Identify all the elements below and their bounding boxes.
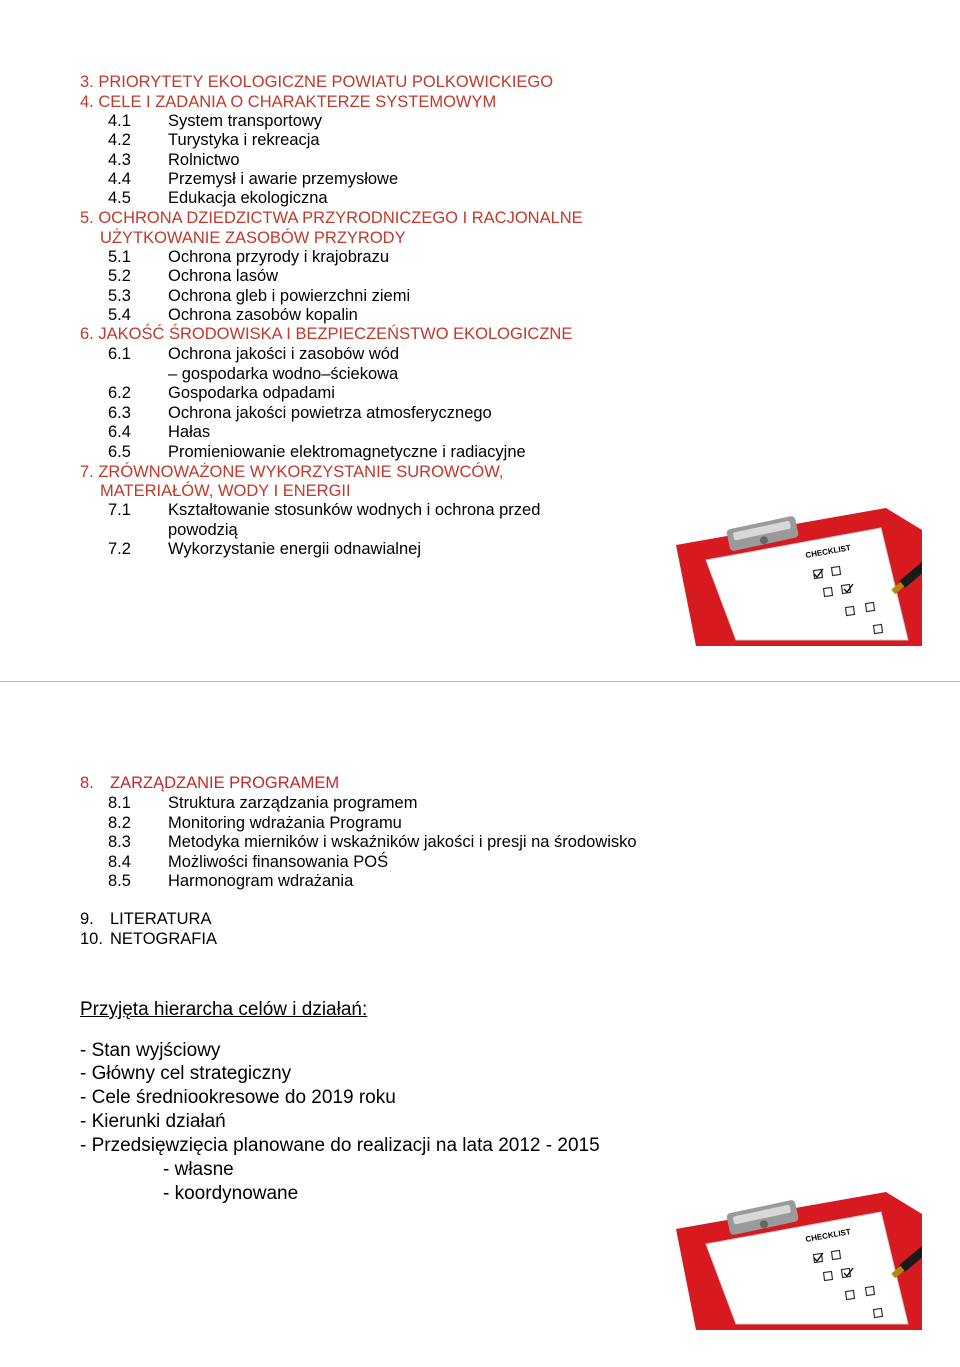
toc-item-3: 3. PRIORYTETY EKOLOGICZNE POWIATU POLKOWICKIEGO — [80, 73, 554, 91]
clipboard-checklist-image — [636, 1174, 922, 1330]
toc-item-6-5: 6.5 Promieniowanie elektromagnetyczne i radiacyjne — [108, 443, 526, 461]
clipboard-icon — [636, 1174, 922, 1330]
toc-item-6-1-cont: – gospodarka wodno–ściekowa — [168, 365, 399, 383]
toc-item-7-cont: MATERIAŁÓW, WODY I ENERGII — [100, 482, 351, 500]
toc-item-6: 6. JAKOŚĆ ŚRODOWISKA I BEZPIECZEŃSTWO EKOLOGICZNE — [80, 325, 573, 343]
toc-item-4-5: 4.5 Edukacja ekologiczna — [108, 189, 328, 207]
toc-item-5-4: 5.4 Ochrona zasobów kopalin — [108, 306, 358, 324]
clipboard-icon — [636, 490, 922, 646]
hierarchy-item: - Kierunki działań — [80, 1111, 226, 1132]
toc-item-8-4: 8.4 Możliwości finansowania POŚ — [108, 853, 389, 871]
toc-item-7: 7. ZRÓWNOWAŻONE WYKORZYSTANIE SUROWCÓW, — [80, 463, 504, 481]
toc-item-5-1: 5.1 Ochrona przyrody i krajobrazu — [108, 248, 390, 266]
svg-text:CHECKLIST: CHECKLIST — [804, 543, 852, 560]
hierarchy-heading: Przyjęta hierarcha celów i działań: — [80, 999, 368, 1020]
toc-item-5-2: 5.2 Ochrona lasów — [108, 267, 279, 285]
clipboard-checklist-image — [636, 490, 922, 646]
toc-item-9: 9. LITERATURA — [80, 910, 212, 928]
toc-item-4: 4. CELE I ZADANIA O CHARAKTERZE SYSTEMOWYM — [80, 93, 497, 111]
hierarchy-subitem: - koordynowane — [163, 1183, 299, 1204]
slide-2 — [0, 684, 960, 1367]
toc-item-4-2: 4.2 Turystyka i rekreacja — [108, 131, 320, 149]
toc-item-7-1: 7.1 Kształtowanie stosunków wodnych i ochrona przed — [108, 501, 541, 519]
hierarchy-item: - Przedsięwzięcia planowane do realizacji na lata 2012 - 2015 — [80, 1135, 600, 1156]
hierarchy-subitem: - własne — [163, 1159, 234, 1180]
toc-item-4-4: 4.4 Przemysł i awarie przemysłowe — [108, 170, 399, 188]
toc-item-8-5: 8.5 Harmonogram wdrażania — [108, 872, 354, 890]
toc-item-5-3: 5.3 Ochrona gleb i powierzchni ziemi — [108, 287, 411, 305]
toc-item-5: 5. OCHRONA DZIEDZICTWA PRZYRODNICZEGO I RACJONALNE — [80, 209, 583, 227]
toc-item-7-2: 7.2 Wykorzystanie energii odnawialnej — [108, 540, 421, 558]
hierarchy-item: - Główny cel strategiczny — [80, 1063, 292, 1084]
slide-divider — [0, 681, 960, 682]
slide-1 — [0, 0, 960, 680]
hierarchy-item: - Cele średniookresowe do 2019 roku — [80, 1087, 396, 1108]
toc-item-10: 10. NETOGRAFIA — [80, 930, 217, 948]
toc-item-4-1: 4.1 System transportowy — [108, 112, 323, 130]
toc-item-6-3: 6.3 Ochrona jakości powietrza atmosferycznego — [108, 404, 492, 422]
toc-item-4-3: 4.3 Rolnictwo — [108, 151, 240, 169]
toc-item-6-4: 6.4 Hałas — [108, 423, 211, 441]
svg-text:CHECKLIST: CHECKLIST — [804, 1227, 852, 1244]
toc-item-8-2: 8.2 Monitoring wdrażania Programu — [108, 814, 402, 832]
toc-item-7-1-cont: powodzią — [168, 521, 238, 539]
toc-item-8: 8. ZARZĄDZANIE PROGRAMEM — [80, 774, 340, 792]
toc-item-8-3: 8.3 Metodyka mierników i wskaźników jakości i presji na środowisko — [108, 833, 637, 851]
toc-item-5-cont: UŻYTKOWANIE ZASOBÓW PRZYRODY — [100, 229, 406, 247]
toc-item-8-1: 8.1 Struktura zarządzania programem — [108, 794, 418, 812]
hierarchy-item: - Stan wyjściowy — [80, 1040, 221, 1061]
toc-item-6-1: 6.1 Ochrona jakości i zasobów wód — [108, 345, 400, 363]
toc-item-6-2: 6.2 Gospodarka odpadami — [108, 384, 335, 402]
